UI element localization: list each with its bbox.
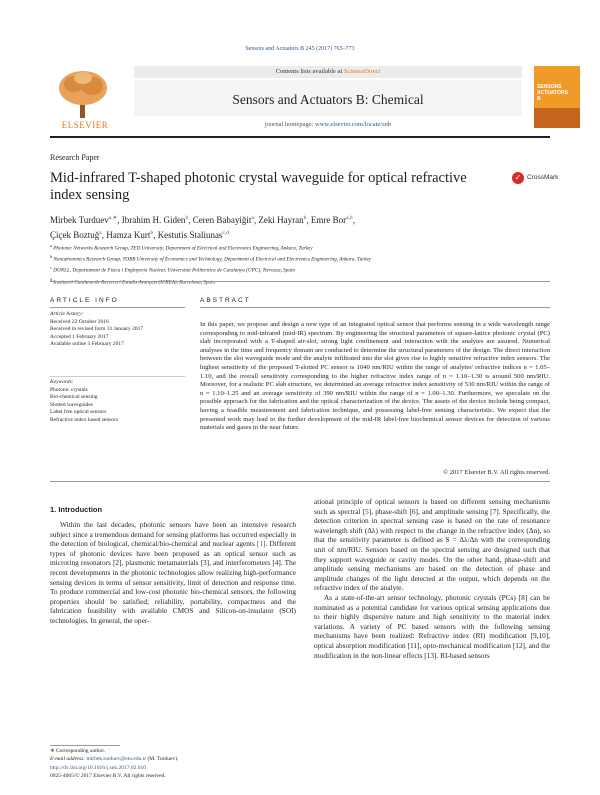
- journal-homepage-link[interactable]: www.elsevier.com/locate/snb: [315, 121, 392, 128]
- divider: [50, 281, 550, 282]
- header-divider: [50, 136, 550, 138]
- keyword: Label free optical sensors: [50, 409, 107, 415]
- article-type: Research Paper: [50, 153, 100, 162]
- contents-line: Contents lists available at ScienceDirect: [134, 66, 522, 78]
- journal-banner: [50, 66, 568, 134]
- journal-title: Sensors and Actuators B: Chemical: [232, 92, 424, 107]
- divider: [200, 307, 550, 308]
- journal-title-box: [134, 80, 522, 116]
- author[interactable]: Zeki Hayran: [258, 215, 304, 225]
- publisher-name: ELSEVIER: [61, 120, 109, 130]
- divider: [50, 376, 185, 377]
- keyword: Refractive index based sensors: [50, 416, 118, 423]
- history-item: Received 22 October 2016: [50, 318, 109, 325]
- history-item: Received in revised form 31 January 2017: [50, 326, 144, 332]
- abstract-copyright: © 2017 Elsevier B.V. All rights reserved.: [443, 469, 550, 476]
- doi-link[interactable]: http://dx.doi.org/10.1016/j.snb.2017.02.010: [50, 765, 147, 771]
- journal-homepage: journal homepage: www.elsevier.com/locate/snb: [264, 121, 392, 128]
- author[interactable]: Çiçek Boztuğ: [50, 230, 100, 240]
- author-list: Mirbek Turduev$^{a,∗}$, Ibrahim H. Giden$^b$, Ceren Babayiğit$^a$, Zeki Hayran$^b$, Emre Bor$^{a,b}$, Çiçek Boztuğ$^a$, Hamza Kurt$^b$, Kestutis Staliunas$^{c,d}$: [50, 215, 355, 240]
- affiliation: $^c$ DONLL, Departament de Física i Enginyeria Nuclear, Universitat Politècnica de Catalunya (UPC), Terrassa, Spain: [50, 265, 295, 275]
- author[interactable]: Kestutis Staliunas: [157, 230, 223, 240]
- keyword: Bio-chemical sensing: [50, 394, 98, 400]
- author[interactable]: Ceren Babayiğit: [192, 215, 252, 225]
- keyword: Slotted waveguides: [50, 401, 93, 408]
- keywords: [50, 379, 185, 424]
- journal-reference[interactable]: Sensors and Actuators B 245 (2017) 765–773: [245, 46, 355, 52]
- corresponding-author-note: ∗ Corresponding author.: [50, 748, 106, 754]
- crossmark-icon: ✓: [512, 172, 524, 184]
- crossmark-label: CrossMark: [527, 174, 559, 181]
- affiliation: $^d$ Institució Catalana de Recerca i Estudis Avançats (ICREA), Barcelona, Spain: [50, 276, 216, 286]
- author-email-link[interactable]: mirbek.turduev@etu.edu.tr: [86, 755, 147, 762]
- issn-line: 0925-4005/© 2017 Elsevier B.V. All rights reserved.: [50, 773, 166, 779]
- body-column-left: [50, 520, 296, 626]
- divider: [50, 307, 185, 308]
- author[interactable]: Hamza Kurt: [106, 230, 151, 240]
- paragraph: ational principle of optical sensors is based on different sensing mechanisms such as spectral [5], phase-shift [6], and amplitude sensing [7]. Specifically, the detection criterion in spectral sensing case is based on the rate of resonance wavelength shift (Δλ) with respect to the change in the refractive index (Δn), so that the sensitivity parameter is defined as S = Δλ/Δn with the corresponding unit of nm/RIU. Sensors based on the spectral sensing are designed such that they support waveguide or cavity modes. On the other hand, phase-shift and amplitude sensing mechanisms are based on the detection of phase and amplitude changes of the light detected at the output, which depends on the refractive index of the analyte.: [314, 497, 550, 593]
- paragraph: As a state-of-the-art sensor technology, photonic crystals (PCs) [8] can be nominated as a potential candidate for various optical sensing applications due to their highly dispersive nature and high sensitivity to the material index variations. A variety of PC based sensors with the following sensing mechanisms have been realized: Refractive index (RI) modification [9,10], optical absorption modification [11], opto-mechanical modification [12], and the modification in the non-linear effects [13]. RI-based sensors: [314, 592, 550, 660]
- history-label: Article history:: [50, 311, 84, 317]
- author[interactable]: Emre Bor: [310, 215, 347, 225]
- affiliation: $^a$ Photonic Networks Research Group, TED University, Department of Electrical and Electronics Engineering, Ankara, Turkey: [50, 243, 313, 252]
- cover-line2: ACTUATORS: [537, 90, 568, 96]
- author[interactable]: Ibrahim H. Giden: [121, 215, 186, 225]
- cover-line3: B: [537, 96, 541, 102]
- affiliation: $^b$ Nanophotonics Research Group, TOBB University of Economics and Technology, Department of Electrical and Electronics Engineering, Ankara, Turkey: [50, 254, 372, 263]
- body-column-right: [314, 497, 550, 660]
- journal-cover: [534, 66, 580, 128]
- history-item: Available online 3 February 2017: [50, 341, 124, 347]
- abstract-text: In this paper, we propose and design a new type of an integrated optical sensor that performs sensing in a wide wavelength range corresponding to mid-infrared (mid-IR) spectrum. By engineering the structural parameters of square-lattice photonic crystal (PC) slab incorporated with a T-shaped air-slot, strong light confinement and interaction with the analytes are assured. Numerical analyses in the time and frequency domain are conducted to determine the structural parameters of the design. The direct interaction between the slot waveguide mode and the analyte infiltrated into the slot gives rise to highly sensitive refractive index sensors. The highest sensitivity of the proposed T-slotted PC sensor is 1040 nm/RIU within the range of analytes' refractive indices n = 1.05–1.10, and the overall sensitivity corresponding to the higher refractive index range of n = 1.10–1.30 is around 500 nm/RIU. Moreover, for a realistic PC slab structure, we determined an average refractive index sensitivity of 530 nm/RIU within the range of n = 1.10–1.25 and an average sensitivity of 390 nm/RIU within the range of n = 1.00–1.30. Furthermore, we speculate on the possible approach for the fabrication and the optical characterization of the device. The assets of the device include being compact, having a feasible measurement and fabrication technique, and possessing label-free sensing characteristic. We expect that the presented work may lead to the further development of the mid-IR label-free biochemical sensor devices for detection of various materials and gases in the near future.: [200, 321, 550, 432]
- sciencedirect-link[interactable]: ScienceDirect: [343, 68, 381, 75]
- cover-line1: SENSORS: [537, 84, 562, 90]
- history-item: Accepted 1 February 2017: [50, 333, 109, 340]
- author[interactable]: Mirbek Turduev: [50, 215, 109, 225]
- keywords-label: Keywords:: [50, 379, 74, 385]
- footnote: ∗ Corresponding author. E-mail address: mirbek.turduev@etu.edu.tr (M. Turduev).: [50, 748, 310, 763]
- section-heading-introduction: 1. Introduction: [50, 505, 103, 514]
- citation-link[interactable]: [1]: [256, 539, 266, 549]
- crossmark-badge[interactable]: [512, 172, 572, 186]
- abstract-heading: ABSTRACT: [200, 297, 251, 304]
- keyword: Photonic crystals: [50, 386, 88, 393]
- article-info-heading: ARTICLE INFO: [50, 297, 119, 304]
- article-history: [50, 311, 185, 349]
- divider: [50, 481, 550, 482]
- paragraph: Within the last decades, photonic sensors have been an intensive research subject since a tremendous demand for sensing platforms has occurred especially in the detection of biological, chemical/bio-chemical and nuclear agents [1]. Different types of photonic devices have been proposed as an optical sensor such as microring resonators [2], plasmonic metamaterials [3], and interferometers [4]. The recent developments in the photonic technologies allow realizing high-performance sensing devices in terms of sensor sensitivity, limit of detection and response time. To produce commercial and low-cost photonic bio-chemical sensors, the following properties should be satisfied; reliability, portability, compactness and the fabrication feasibility with available CMOS and Silicon-on-insulator (SOI) technologies. In general, the oper-: [50, 520, 296, 625]
- article-title: Mid-infrared T-shaped photonic crystal waveguide for optical refractive index sensing: [50, 170, 467, 203]
- footnote-divider: [50, 745, 120, 746]
